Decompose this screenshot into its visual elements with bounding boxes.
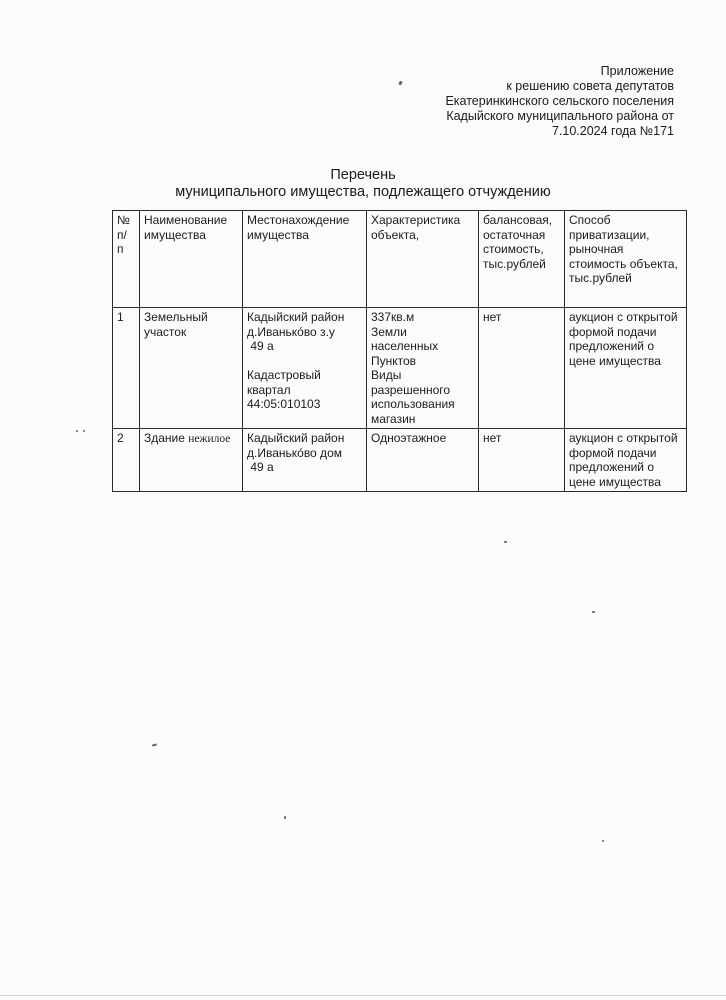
appendix-line: к решению совета депутатов [506,79,674,93]
header-location: Местонахождение имущества [243,211,367,308]
scan-speck [76,430,78,432]
row-method: аукцион с открытой формой подачи предложений о цене имущества [565,308,687,429]
header-characteristics: Характеристика объекта, [367,211,479,308]
property-table [112,210,687,492]
row-characteristics: 337кв.м Земли населенных Пунктов Виды разрешенного использования магазин [367,308,479,429]
scan-speck [504,541,507,543]
row-name: Земельный участок [140,308,243,429]
title-line-1: Перечень [330,167,396,183]
row-name: Здание нежилое [140,429,243,492]
appendix-line: Приложение [600,64,674,78]
header-method: Способ приватизации, рыночная стоимость объекта, тыс.рублей [565,211,687,308]
appendix-line: Кадыйского муниципального района от [446,109,674,123]
header-num: № п/ п [113,211,140,308]
table-header-row [113,211,687,308]
appendix-line: Екатеринкинского сельского поселения [445,94,674,108]
scan-speck [83,430,85,432]
scan-speck [284,816,286,819]
row-method: аукцион с открытой формой подачи предложений о цене имущества [565,429,687,492]
row-characteristics: Одноэтажное [367,429,479,492]
scan-speck [152,743,157,746]
scan-speck [592,611,595,613]
appendix-line: 7.10.2024 года №171 [551,124,674,138]
scan-edge [0,995,726,996]
scan-speck [602,840,604,842]
table-row [113,308,687,429]
row-location: Кадыйский район д.Иванько́во дом 49 а [243,429,367,492]
scan-speck [398,81,403,86]
row-location: Кадыйский район д.Иванько́во з.у 49 а Кадастровый квартал 44:05:010103 [243,308,367,429]
appendix-block [445,64,674,139]
row-balance: нет [479,429,565,492]
header-balance: балансовая, остаточная стоимость, тыс.рублей [479,211,565,308]
row-num: 1 [113,308,140,429]
header-name: Наименование имущества [140,211,243,308]
row-num: 2 [113,429,140,492]
document-title [0,167,726,201]
row-balance: нет [479,308,565,429]
table-row [113,429,687,492]
title-line-2: муниципального имущества, подлежащего отчуждению [175,184,551,200]
handwritten-note: нежилое [188,433,231,445]
